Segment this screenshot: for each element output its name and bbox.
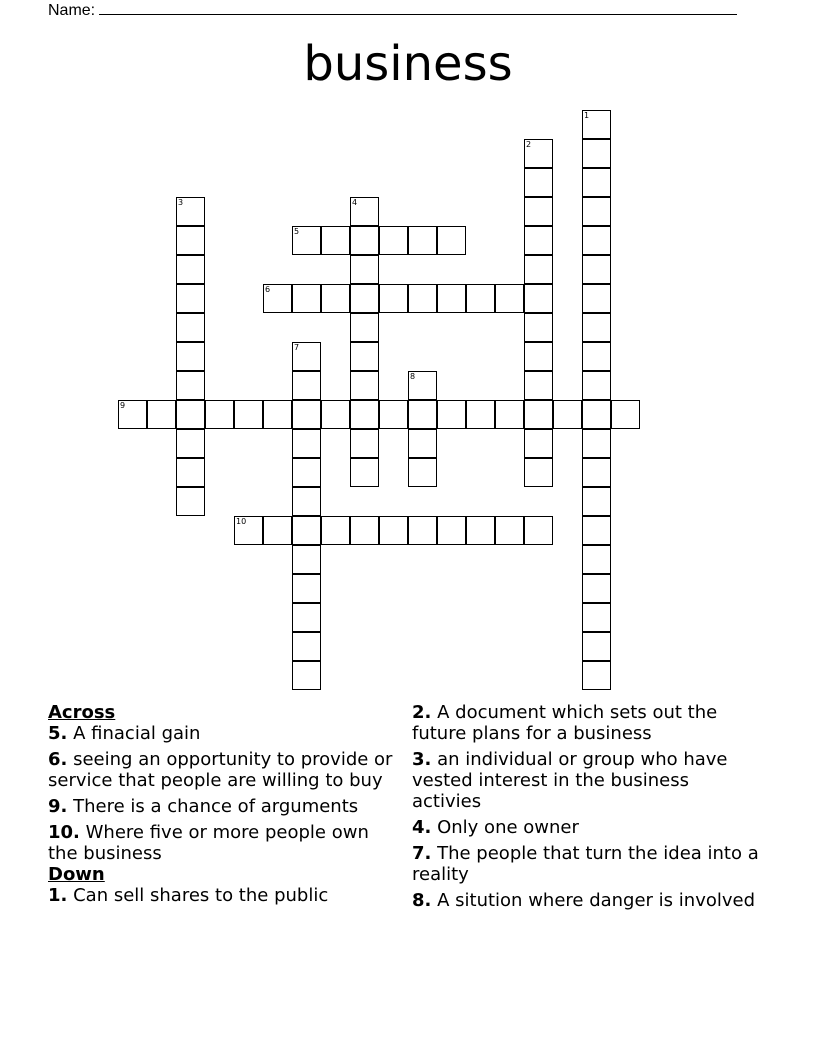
- cell-number: 8: [410, 372, 416, 381]
- grid-cell[interactable]: [582, 632, 611, 661]
- cell-number: 5: [294, 227, 300, 236]
- grid-cell[interactable]: [582, 371, 611, 400]
- clue-text: Where five or more people own the business: [48, 822, 369, 864]
- grid-cell[interactable]: [292, 429, 321, 458]
- clue-text: A finacial gain: [73, 723, 201, 744]
- grid-cell[interactable]: [350, 226, 379, 255]
- clue-down-1: [48, 885, 398, 906]
- clue-text: Can sell shares to the public: [73, 885, 329, 906]
- grid-cell[interactable]: [524, 226, 553, 255]
- name-label: Name:: [48, 2, 96, 19]
- grid-cell[interactable]: [437, 400, 466, 429]
- grid-cell[interactable]: [350, 342, 379, 371]
- grid-cell[interactable]: [350, 313, 379, 342]
- grid-cell[interactable]: [292, 603, 321, 632]
- grid-cell[interactable]: [292, 661, 321, 690]
- grid-cell[interactable]: [582, 284, 611, 313]
- grid-cell[interactable]: [292, 226, 321, 255]
- grid-cell[interactable]: [524, 342, 553, 371]
- clue-text: an individual or group who have vested interest in the business activies: [412, 749, 728, 812]
- grid-cell[interactable]: [292, 632, 321, 661]
- clue-down-4: [412, 817, 762, 838]
- grid-cell[interactable]: [582, 487, 611, 516]
- grid-cell[interactable]: [176, 371, 205, 400]
- clue-number: 2.: [412, 702, 432, 723]
- cell-number: 2: [526, 140, 532, 149]
- grid-cell[interactable]: [582, 429, 611, 458]
- grid-cell[interactable]: [176, 429, 205, 458]
- grid-cell[interactable]: [611, 400, 640, 429]
- grid-cell[interactable]: [263, 284, 292, 313]
- grid-cell[interactable]: [292, 284, 321, 313]
- clue-number: 9.: [48, 796, 68, 817]
- clue-text: seeing an opportunity to provide or service that people are willing to buy: [48, 749, 393, 791]
- grid-cell[interactable]: [582, 342, 611, 371]
- clue-number: 3.: [412, 749, 432, 770]
- grid-cell[interactable]: [582, 226, 611, 255]
- down-heading: Down: [48, 864, 105, 885]
- grid-cell[interactable]: [524, 458, 553, 487]
- grid-cell[interactable]: [176, 400, 205, 429]
- cell-number: 4: [352, 198, 358, 207]
- cell-number: 1: [584, 111, 590, 120]
- clue-number: 7.: [412, 843, 432, 864]
- grid-cell[interactable]: [292, 516, 321, 545]
- clue-text: A sitution where danger is involved: [437, 890, 756, 911]
- grid-cell[interactable]: [350, 429, 379, 458]
- clue-text: A document which sets out the future plans for a business: [412, 702, 718, 744]
- clue-text: Only one owner: [437, 817, 579, 838]
- clue-number: 4.: [412, 817, 432, 838]
- grid-cell[interactable]: [553, 400, 582, 429]
- grid-cell[interactable]: [350, 400, 379, 429]
- clue-across-10: [48, 822, 398, 864]
- grid-cell[interactable]: [379, 516, 408, 545]
- grid-cell[interactable]: [118, 400, 147, 429]
- grid-cell[interactable]: [263, 516, 292, 545]
- grid-cell[interactable]: [176, 487, 205, 516]
- grid-cell[interactable]: [582, 168, 611, 197]
- grid-cell[interactable]: [408, 400, 437, 429]
- grid-cell[interactable]: [524, 400, 553, 429]
- grid-cell[interactable]: [524, 168, 553, 197]
- grid-cell[interactable]: [205, 400, 234, 429]
- grid-cell[interactable]: [350, 371, 379, 400]
- grid-cell[interactable]: [321, 400, 350, 429]
- grid-cell[interactable]: [292, 574, 321, 603]
- grid-cell[interactable]: [379, 284, 408, 313]
- clue-number: 8.: [412, 890, 432, 911]
- grid-cell[interactable]: [582, 545, 611, 574]
- grid-cell[interactable]: [350, 516, 379, 545]
- clue-down-8: [412, 890, 762, 911]
- grid-cell[interactable]: [292, 400, 321, 429]
- grid-cell[interactable]: [582, 661, 611, 690]
- clue-down-3: [412, 749, 762, 812]
- page-title: business: [303, 36, 513, 92]
- grid-cell[interactable]: [292, 458, 321, 487]
- grid-cell[interactable]: [524, 313, 553, 342]
- grid-cell[interactable]: [466, 284, 495, 313]
- clue-number: 5.: [48, 723, 68, 744]
- clue-number: 6.: [48, 749, 68, 770]
- grid-cell[interactable]: [176, 342, 205, 371]
- grid-cell[interactable]: [582, 516, 611, 545]
- clue-across-6: [48, 749, 398, 791]
- grid-cell[interactable]: [524, 284, 553, 313]
- grid-cell[interactable]: [147, 400, 176, 429]
- grid-cell[interactable]: [408, 429, 437, 458]
- cell-number: 6: [265, 285, 271, 294]
- grid-cell[interactable]: [234, 400, 263, 429]
- grid-cell[interactable]: [321, 516, 350, 545]
- grid-cell[interactable]: [408, 516, 437, 545]
- grid-cell[interactable]: [524, 197, 553, 226]
- grid-cell[interactable]: [524, 371, 553, 400]
- grid-cell[interactable]: [379, 226, 408, 255]
- grid-cell[interactable]: [524, 516, 553, 545]
- grid-cell[interactable]: [234, 516, 263, 545]
- grid-cell[interactable]: [582, 458, 611, 487]
- grid-cell[interactable]: [292, 342, 321, 371]
- grid-cell[interactable]: [582, 110, 611, 139]
- grid-cell[interactable]: [350, 458, 379, 487]
- grid-cell[interactable]: [495, 516, 524, 545]
- cell-number: 3: [178, 198, 184, 207]
- grid-cell[interactable]: [292, 545, 321, 574]
- grid-cell[interactable]: [524, 255, 553, 284]
- clue-across-9: [48, 796, 398, 817]
- grid-cell[interactable]: [582, 313, 611, 342]
- clue-text: There is a chance of arguments: [73, 796, 359, 817]
- grid-cell[interactable]: [582, 139, 611, 168]
- grid-cell[interactable]: [495, 400, 524, 429]
- grid-cell[interactable]: [176, 284, 205, 313]
- cell-number: 9: [120, 401, 126, 410]
- grid-cell[interactable]: [350, 197, 379, 226]
- grid-cell[interactable]: [408, 458, 437, 487]
- clue-number: 10.: [48, 822, 80, 843]
- grid-cell[interactable]: [292, 487, 321, 516]
- clue-across-5: [48, 723, 398, 744]
- grid-cell[interactable]: [408, 226, 437, 255]
- grid-cell[interactable]: [582, 197, 611, 226]
- grid-cell[interactable]: [350, 255, 379, 284]
- grid-cell[interactable]: [379, 400, 408, 429]
- grid-cell[interactable]: [582, 400, 611, 429]
- grid-cell[interactable]: [524, 429, 553, 458]
- grid-cell[interactable]: [437, 284, 466, 313]
- grid-cell[interactable]: [176, 255, 205, 284]
- grid-cell[interactable]: [176, 313, 205, 342]
- cell-number: 7: [294, 343, 300, 352]
- grid-cell[interactable]: [350, 284, 379, 313]
- clue-down-2: [412, 702, 762, 744]
- clue-down-7: [412, 843, 762, 885]
- grid-cell[interactable]: [408, 284, 437, 313]
- grid-cell[interactable]: [176, 458, 205, 487]
- grid-cell[interactable]: [292, 371, 321, 400]
- grid-cell[interactable]: [321, 226, 350, 255]
- grid-cell[interactable]: [437, 516, 466, 545]
- cell-number: 10: [236, 517, 247, 526]
- grid-cell[interactable]: [263, 400, 292, 429]
- grid-cell[interactable]: [466, 516, 495, 545]
- grid-cell[interactable]: [466, 400, 495, 429]
- grid-cell[interactable]: [408, 371, 437, 400]
- clue-text: The people that turn the idea into a reality: [412, 843, 759, 885]
- grid-cell[interactable]: [321, 284, 350, 313]
- grid-cell[interactable]: [582, 603, 611, 632]
- grid-cell[interactable]: [524, 139, 553, 168]
- grid-cell[interactable]: [176, 226, 205, 255]
- clue-number: 1.: [48, 885, 68, 906]
- grid-cell[interactable]: [582, 574, 611, 603]
- grid-cell[interactable]: [176, 197, 205, 226]
- grid-cell[interactable]: [437, 226, 466, 255]
- grid-cell[interactable]: [582, 255, 611, 284]
- across-heading: Across: [48, 702, 116, 723]
- clues-left-column: [48, 702, 398, 911]
- grid-cell[interactable]: [495, 284, 524, 313]
- clues-right-column: [412, 702, 762, 916]
